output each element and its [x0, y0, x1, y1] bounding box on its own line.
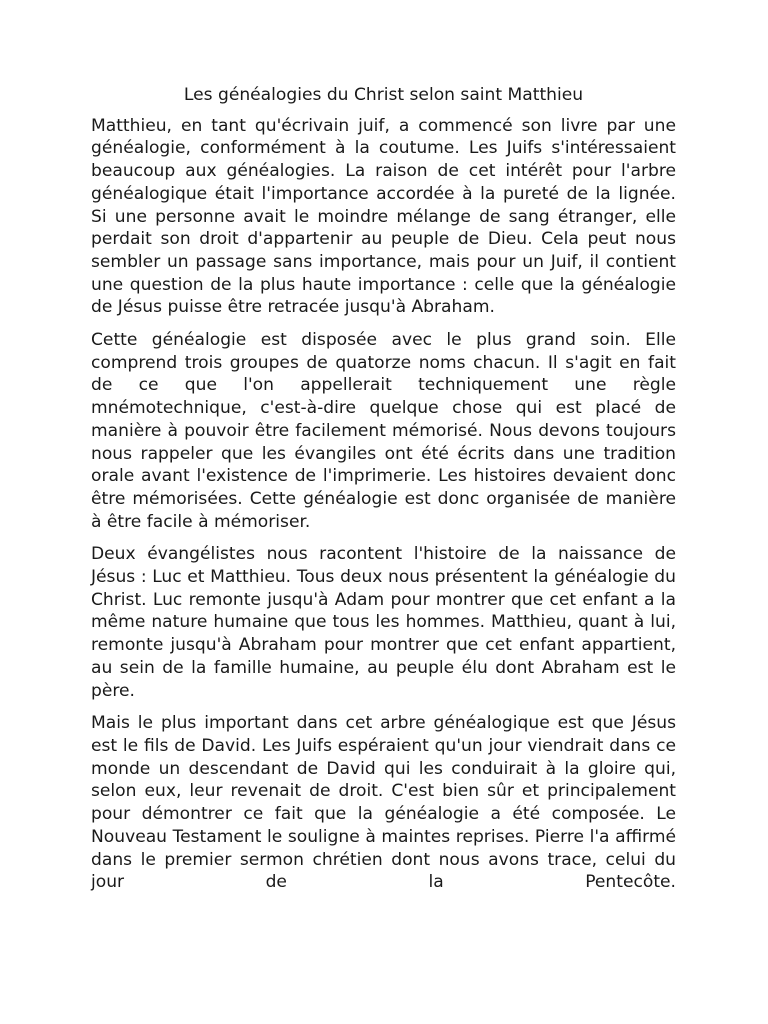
- paragraph-3: Deux évangélistes nous racontent l'histoire de la naissance de Jésus : Luc et Matthieu. Tous deux nous présentent la généalogie du Christ. Luc remonte jusqu'à Adam pour montrer que cet enfant a la même nature humaine que tous les hommes. Matthieu, quant à lui, remonte jusqu'à Abraham pour montrer que cet enfant appartient, au sein de la famille humaine, au peuple élu dont Abraham est le père.: [91, 544, 676, 701]
- document-title: Les généalogies du Christ selon saint Matthieu: [183, 85, 584, 105]
- paragraph-4: Mais le plus important dans cet arbre généalogique est que Jésus est le fils de David. Les Juifs espéraient qu'un jour viendrait dans ce monde un descendant de David qui les conduirait à la gloire qui, selon eux, leur revenait de droit. C'est bien sûr et principalement pour démontrer ce fait que la généalogie a été composée. Le Nouveau Testament le souligne à maintes reprises. Pierre l'a affirmé dans le premier sermon chrétien dont nous avons trace, celui du jour de la Pentecôte.: [91, 713, 676, 893]
- paragraph-1: Matthieu, en tant qu'écrivain juif, a commencé son livre par une généalogie, conformément à la coutume. Les Juifs s'intéressaient beaucoup aux généalogies. La raison de cet intérêt pour l'arbre généalogique était l'importance accordée à la pureté de la lignée. Si une personne avait le moindre mélange de sang étranger, elle perdait son droit d'appartenir au peuple de Dieu. Cela peut nous sembler un passage sans importance, mais pour un Juif, il contient une question de la plus haute importance : celle que la généalogie de Jésus puisse être retracée jusqu'à Abraham.: [91, 115, 676, 318]
- paragraph-2: Cette généalogie est disposée avec le plus grand soin. Elle comprend trois groupes de quatorze noms chacun. Il s'agit en fait de ce que l'on appellerait techniquement une règle mnémotechnique, c'est-à-dire quelque chose qui est placé de manière à pouvoir être facilement mémorisé. Nous devons toujours nous rappeler que les évangiles ont été écrits dans une tradition orale avant l'existence de l'imprimerie. Les histoires devaient donc être mémorisées. Cette généalogie est donc organisée de manière à être facile à mémoriser.: [91, 330, 676, 532]
